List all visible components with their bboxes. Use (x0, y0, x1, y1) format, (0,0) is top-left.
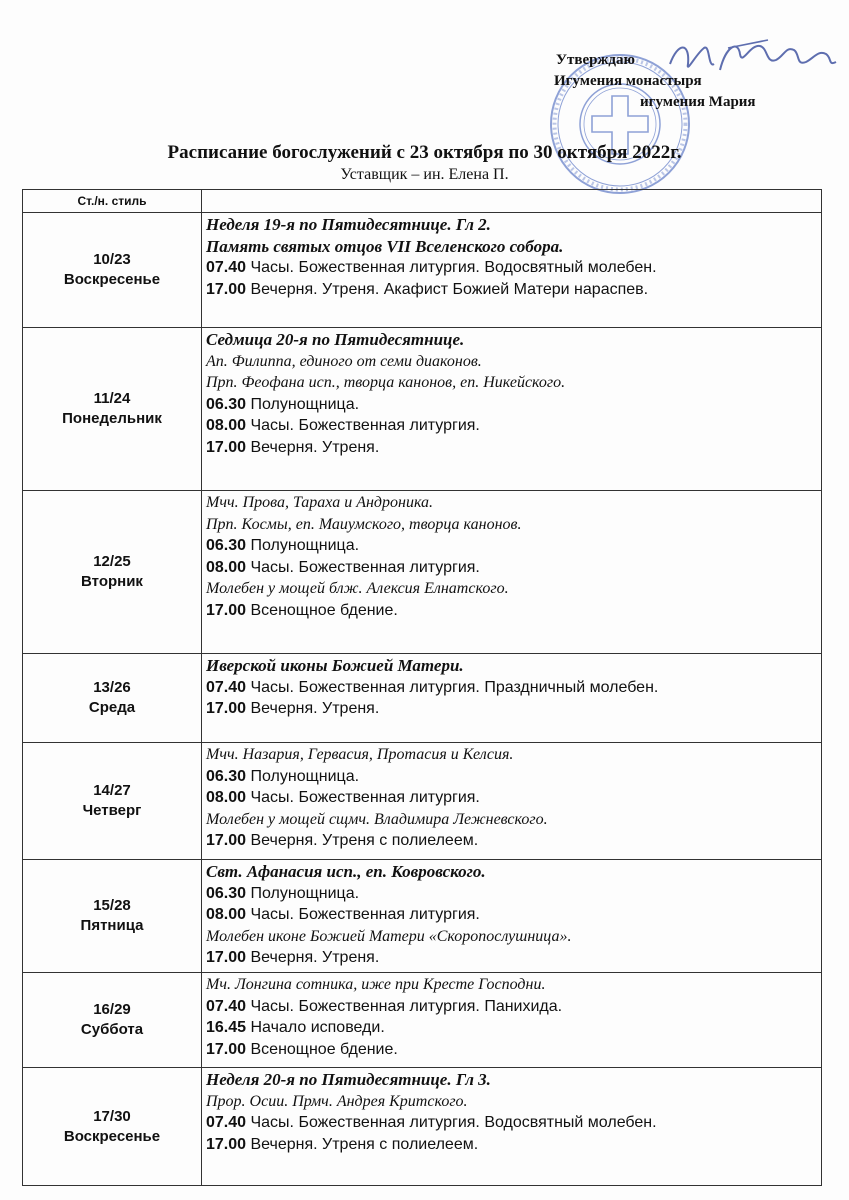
day-cell (23, 973, 202, 1068)
service-time: 08.00 (206, 789, 247, 806)
service-time: 17.00 (206, 832, 247, 849)
service-time: 07.40 (206, 1114, 247, 1131)
service-line (206, 437, 821, 459)
feast-heading: Неделя 20-я по Пятидесятнице. Гл 3. (206, 1070, 491, 1089)
service-description: Полунощница. (246, 537, 360, 554)
date-label: 13/26 (93, 679, 131, 696)
service-line (206, 698, 821, 720)
service-description: Часы. Божественная литургия. (246, 417, 480, 434)
service-description: Начало исповеди. (246, 1019, 385, 1036)
weekday-label: Пятница (80, 917, 144, 934)
commemoration-line: Мчч. Прова, Тараха и Андроника. (206, 494, 434, 511)
schedule-row (23, 743, 822, 860)
service-line (206, 535, 821, 557)
services-cell (202, 491, 822, 654)
commemoration-line: Прор. Осии. Прмч. Андрея Критского. (206, 1092, 468, 1110)
day-cell (23, 743, 202, 860)
commemoration-line: Молебен у мощей сщмч. Владимира Лежневского. (206, 810, 548, 828)
service-line (206, 1112, 821, 1134)
service-time: 06.30 (206, 884, 247, 902)
service-description: Всенощное бдение. (246, 601, 398, 619)
service-description: Часы. Божественная литургия. Водосвятный молебен. (246, 1114, 657, 1131)
weekday-label: Воскресенье (63, 271, 161, 288)
feast-heading: Память святых отцов VII Вселенского собора. (206, 236, 564, 256)
feast-heading: Иверской иконы Божией Матери. (206, 656, 464, 675)
date-label: 15/28 (93, 897, 131, 914)
service-description: Часы. Божественная литургия. Праздничный молебен. (246, 678, 659, 696)
service-time: 17.00 (206, 280, 247, 298)
service-description: Вечерня. Утреня. Акафист Божией Матери нараспев. (246, 280, 649, 298)
service-description: Всенощное бдение. (246, 1040, 398, 1058)
service-line (206, 600, 821, 622)
service-line (206, 1134, 821, 1156)
commemoration-line: Ап. Филиппа, единого от семи диаконов. (206, 352, 482, 370)
schedule-row (23, 213, 822, 328)
day-cell (23, 491, 202, 654)
schedule-row (23, 860, 822, 973)
weekday-label: Понедельник (62, 410, 162, 427)
service-line (206, 830, 821, 852)
services-cell (202, 654, 822, 743)
day-cell (23, 654, 202, 743)
service-line (206, 557, 821, 579)
service-description: Вечерня. Утреня. (246, 700, 380, 717)
services-cell (202, 743, 822, 860)
service-time: 17.00 (206, 700, 247, 717)
date-label: 14/27 (93, 782, 131, 799)
schedule-row (23, 973, 822, 1068)
service-line (206, 996, 821, 1018)
service-line (206, 257, 821, 279)
weekday-label: Суббота (80, 1021, 144, 1038)
date-label: 10/23 (93, 251, 131, 268)
service-time: 08.00 (206, 558, 247, 576)
weekday-label: Вторник (81, 573, 143, 590)
feast-heading: Свт. Афанасия исп., еп. Ковровского. (206, 862, 486, 881)
service-line (206, 677, 821, 699)
date-label: 17/30 (93, 1107, 131, 1125)
schedule-row (23, 328, 822, 491)
date-label: 12/25 (93, 553, 131, 570)
commemoration-line: Молебен иконе Божией Матери «Скоропослушница». (206, 927, 572, 945)
service-description: Полунощница. (246, 767, 360, 785)
approval-title: Утверждаю (556, 52, 635, 68)
service-description: Вечерня. Утреня. (246, 949, 380, 966)
approval-name: игумения Мария (640, 94, 756, 110)
service-time: 17.00 (206, 949, 247, 966)
day-cell (23, 328, 202, 491)
service-time: 06.30 (206, 767, 247, 785)
service-description: Вечерня. Утреня. (246, 438, 380, 456)
service-line (206, 1039, 821, 1061)
schedule-subtitle: Уставщик – ин. Елена П. (340, 166, 509, 183)
weekday-label: Среда (88, 699, 136, 716)
feast-heading: Неделя 19-я по Пятидесятнице. Гл 2. (206, 215, 491, 234)
service-time: 07.40 (206, 678, 247, 696)
services-column-header (202, 190, 822, 213)
date-label: 16/29 (93, 1001, 131, 1018)
service-description: Полунощница. (246, 884, 360, 902)
service-description: Часы. Божественная литургия. (246, 558, 480, 576)
service-line (206, 394, 821, 416)
day-cell (23, 1068, 202, 1186)
schedule-row (23, 491, 822, 654)
service-line (206, 415, 821, 437)
service-time: 17.00 (206, 601, 247, 619)
weekday-label: Воскресенье (63, 1127, 161, 1145)
service-time: 06.30 (206, 395, 247, 413)
service-description: Часы. Божественная литургия. (246, 906, 480, 923)
schedule-table (22, 189, 822, 1186)
service-time: 07.40 (206, 997, 247, 1015)
service-description: Часы. Божественная литургия. Панихида. (246, 997, 563, 1015)
service-time: 08.00 (206, 906, 247, 923)
day-cell (23, 213, 202, 328)
schedule-row (23, 654, 822, 743)
commemoration-line: Молебен у мощей блж. Алексия Елнатского. (206, 580, 509, 597)
weekday-label: Четверг (82, 802, 142, 819)
service-line (206, 279, 821, 301)
service-time: 07.40 (206, 259, 247, 276)
schedule-table-body (23, 190, 822, 1186)
schedule-row (23, 1068, 822, 1186)
service-description: Часы. Божественная литургия. Водосвятный молебен. (246, 259, 657, 276)
service-time: 17.00 (206, 1040, 247, 1058)
service-line (206, 766, 821, 788)
service-line (206, 904, 821, 926)
service-time: 08.00 (206, 417, 247, 434)
day-cell (23, 860, 202, 973)
service-description: Вечерня. Утреня с полиелеем. (246, 832, 479, 849)
services-cell (202, 860, 822, 973)
services-cell (202, 213, 822, 328)
services-cell (202, 973, 822, 1068)
service-time: 16.45 (206, 1019, 247, 1036)
service-time: 17.00 (206, 1135, 247, 1153)
feast-heading: Седмица 20-я по Пятидесятнице. (206, 330, 465, 349)
service-time: 17.00 (206, 438, 247, 456)
service-line (206, 947, 821, 969)
services-cell (202, 1068, 822, 1186)
commemoration-line: Мч. Лонгина сотника, иже при Кресте Господни. (206, 976, 546, 993)
commemoration-line: Прп. Феофана исп., творца канонов, еп. Никейского. (206, 374, 566, 391)
schedule-title: Расписание богослужений с 23 октября по 30 октября 2022г. (167, 142, 682, 163)
service-time: 06.30 (206, 537, 247, 554)
service-line (206, 883, 821, 905)
service-description: Часы. Божественная литургия. (246, 789, 480, 806)
style-column-header: Ст./н. стиль (23, 190, 202, 213)
table-header-row (23, 190, 822, 213)
service-line (206, 1017, 821, 1039)
service-line (206, 787, 821, 809)
commemoration-line: Мчч. Назария, Гервасия, Протасия и Келсия. (206, 746, 514, 763)
date-label: 11/24 (93, 390, 131, 407)
services-cell (202, 328, 822, 491)
service-description: Полунощница. (246, 395, 360, 413)
approval-block (556, 50, 806, 113)
commemoration-line: Прп. Космы, еп. Маиумского, творца канонов. (206, 515, 522, 533)
service-description: Вечерня. Утреня с полиелеем. (246, 1135, 479, 1153)
approval-position: Игумения монастыря (554, 73, 702, 89)
